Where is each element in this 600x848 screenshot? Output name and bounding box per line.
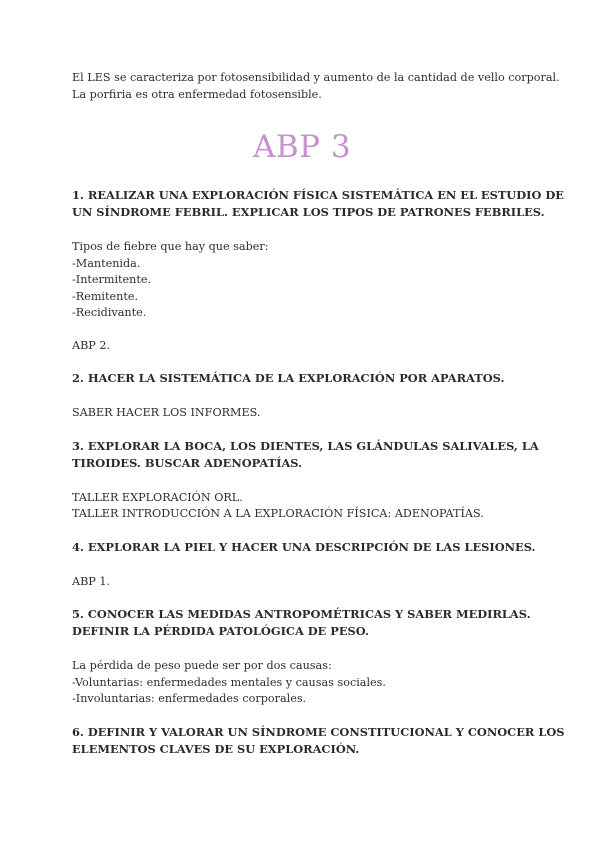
intro-line: El LES se caracteriza por fotosensibilidad y aumento de la cantidad de vello corporal. [72, 71, 560, 84]
section-heading-2 [72, 370, 532, 387]
body-paragraph [72, 405, 532, 422]
body-paragraph [72, 574, 532, 591]
list-item: -Remitente. [72, 289, 139, 303]
intro-line: La porfiria es otra enfermedad fotosensible. [72, 87, 322, 101]
heading-line: TIROIDES. BUSCAR ADENOPATÍAS. [72, 455, 303, 470]
list-item: -Intermitente. [72, 273, 152, 286]
heading-line: 5. CONOCER LAS MEDIDAS ANTROPOMÉTRICAS Y SABER MEDIRLAS. [72, 607, 531, 621]
section-heading-1 [72, 187, 564, 221]
list-item: -Mantenida. [72, 256, 141, 270]
list-item: -Voluntarias: enfermedades mentales y causas sociales. [72, 675, 386, 689]
weight-loss-list [72, 658, 532, 708]
body-line: TALLER EXPLORACIÓN ORL. [72, 490, 243, 504]
section-heading-5 [72, 606, 532, 640]
heading-line: 3. EXPLORAR LA BOCA, LOS DIENTES, LAS GLÁNDULAS SALIVALES, LA [72, 438, 539, 453]
fever-types-list [72, 239, 532, 322]
section-heading-4 [72, 539, 536, 556]
heading-line: 1. REALIZAR UNA EXPLORACIÓN FÍSICA SISTEMÁTICA EN EL ESTUDIO DE [72, 188, 564, 202]
heading-line: 4. EXPLORAR LA PIEL Y HACER UNA DESCRIPCIÓN DE LAS LESIONES. [72, 539, 536, 554]
body-line: La pérdida de peso puede ser por dos causas: [72, 659, 332, 672]
heading-line: 2. HACER LA SISTEMÁTICA DE LA EXPLORACIÓN POR APARATOS. [72, 371, 505, 385]
heading-line: UN SÍNDROME FEBRIL. EXPLICAR LOS TIPOS DE PATRONES FEBRILES. [72, 205, 545, 219]
body-line: ABP 2. [72, 338, 111, 352]
section-heading-3 [72, 438, 539, 472]
heading-line: DEFINIR LA PÉRDIDA PATOLÓGICA DE PESO. [72, 624, 369, 638]
body-line: Tipos de fiebre que hay que saber: [72, 240, 269, 253]
document-page [72, 70, 565, 758]
intro-paragraph [72, 70, 560, 103]
list-item: -Recidivante. [72, 306, 147, 319]
body-paragraph [72, 338, 532, 355]
page-title: ABP 3 [252, 129, 352, 165]
heading-line: 6. DEFINIR Y VALORAR UN SÍNDROME CONSTITUCIONAL Y CONOCER LOS [72, 724, 565, 739]
body-line: ABP 1. [72, 574, 111, 588]
section-heading-6 [72, 724, 565, 758]
body-paragraph [72, 490, 532, 523]
heading-line: ELEMENTOS CLAVES DE SU EXPLORACIÓN. [72, 741, 360, 756]
body-line: SABER HACER LOS INFORMES. [72, 406, 261, 419]
body-line: TALLER INTRODUCCIÓN A LA EXPLORACIÓN FÍSICA: ADENOPATÍAS. [72, 507, 484, 520]
list-item: -Involuntarias: enfermedades corporales. [72, 692, 307, 705]
